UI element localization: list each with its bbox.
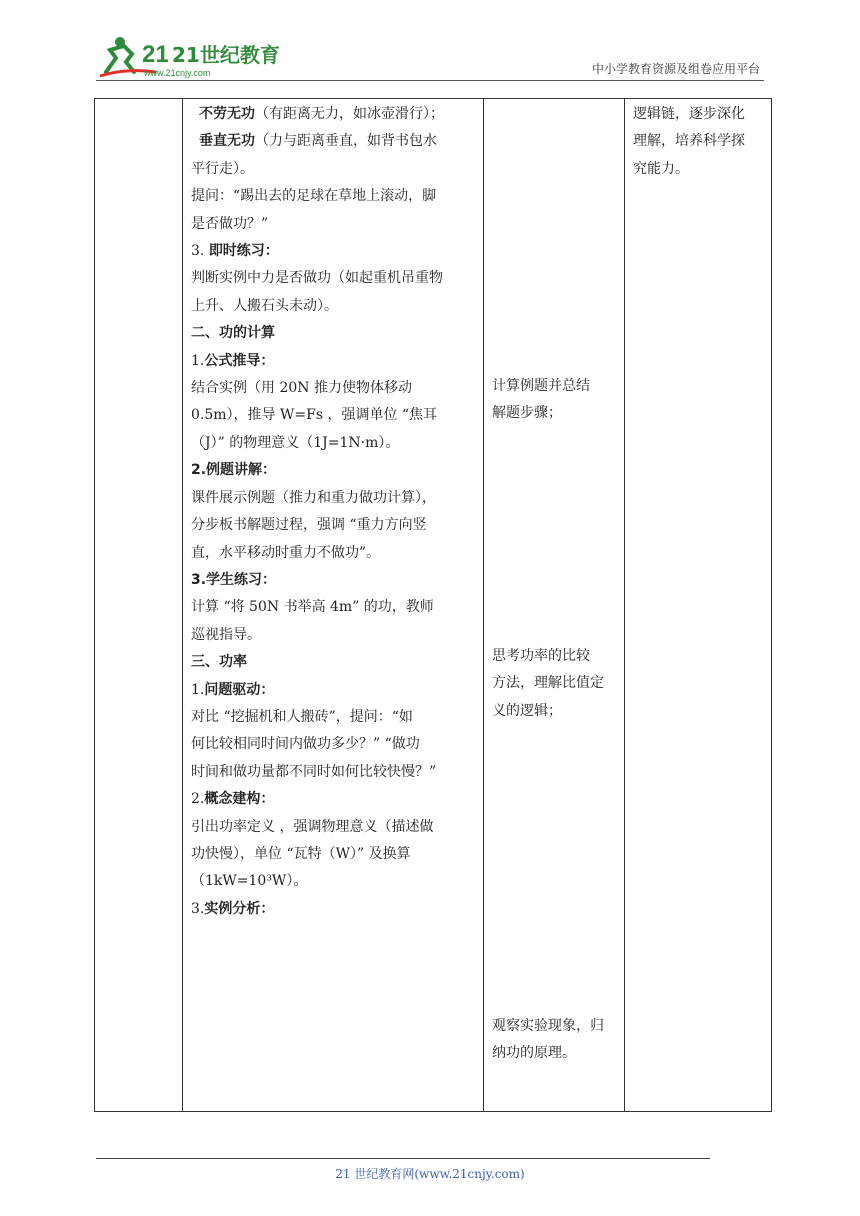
text-line: 1.问题驱动： [191, 681, 275, 698]
footer-site-link[interactable]: 21 世纪教育网(www.21cnjy.com) [335, 1167, 525, 1181]
text-line: 是否做功？” [191, 215, 269, 232]
text-line: 功快慢），单位 “瓦特（W）” 及换算 [191, 845, 411, 862]
text-line: 解题步骤； [492, 405, 562, 422]
text-line: 巡视指导。 [191, 626, 261, 643]
text-line: 3. 即时练习： [191, 243, 279, 260]
text-line: 究能力。 [633, 160, 689, 177]
student-activity-block [492, 373, 618, 428]
header-platform-text: 中小学教育资源及组卷应用平台 [591, 62, 760, 76]
svg-text:21: 21 [142, 41, 169, 68]
text-line: 义的逻辑； [492, 702, 562, 719]
text-line: （J）” 的物理意义（1J=1N·m）。 [191, 434, 400, 451]
student-activity-block [492, 643, 618, 725]
text-line: 计算 “将 50N 书举高 4m” 的功，教师 [191, 599, 434, 616]
text-line: 理解，培养科学探 [633, 133, 745, 150]
text-line: 上升、人搬石头未动）。 [191, 297, 338, 314]
table-cell-student-activity [484, 99, 625, 1112]
student-activity-block [492, 1013, 618, 1068]
subheading: 3.学生练习： [191, 571, 277, 588]
text-line: 1.公式推导： [191, 352, 275, 369]
table-cell-design-intent [625, 99, 772, 1112]
text-line: 逻辑链，逐步深化 [633, 106, 745, 122]
table-cell-teacher-activity [183, 99, 484, 1112]
footer-divider [96, 1158, 710, 1159]
subheading: 2.例题讲解： [191, 462, 277, 479]
text-line: 计算例题并总结 [492, 378, 590, 394]
text-line: 直，水平移动时重力不做功”。 [191, 544, 381, 561]
text-line: 分步板书解题过程，强调 “重力方向竖 [191, 517, 427, 534]
page-header [0, 0, 860, 90]
text-line: 垂直无功（力与距离垂直，如背书包水 [199, 133, 437, 150]
section-heading: 二、功的计算 [191, 325, 275, 342]
text-line: 判断实例中力是否做功（如起重机吊重物 [191, 270, 443, 287]
text-line: 时间和做功量都不同时如何比较快慢？” [191, 763, 437, 780]
text-line: 对比 “挖掘机和人搬砖”，提问：“如 [191, 708, 413, 725]
text-line: 引出功率定义 ，强调物理意义（描述做 [191, 818, 434, 835]
lesson-plan-table [94, 98, 772, 1112]
text-line: 观察实验现象，归 [492, 1018, 604, 1034]
text-line: 方法，理解比值定 [492, 675, 604, 692]
svg-text:21世纪教育: 21世纪教育 [172, 43, 280, 67]
site-logo [96, 32, 280, 80]
header-divider [96, 80, 764, 81]
text-line: 结合实例（用 20N 推力使物体移动 [191, 380, 412, 397]
svg-text:www.21cnjy.com: www.21cnjy.com [144, 68, 211, 78]
text-line: 思考功率的比较 [492, 648, 590, 664]
text-line: （1kW=10³W）。 [191, 873, 308, 890]
text-line: 2.概念建构： [191, 791, 275, 808]
text-line: 平行走）。 [191, 160, 254, 177]
text-line: 0.5m），推导 W=Fs ，强调单位 “焦耳 [191, 407, 438, 424]
text-line: 纳功的原理。 [492, 1045, 576, 1062]
text-line: 课件展示例题（推力和重力做功计算）， [191, 489, 436, 506]
text-line: 何比较相同时间内做功多少？” “做功 [191, 736, 420, 753]
table-cell-stage [95, 99, 183, 1112]
text-line: 提问：“踢出去的足球在草地上滚动，脚 [191, 188, 437, 205]
table-row [95, 99, 772, 1112]
text-line: 不劳无功（有距离无力，如冰壶滑行）； [199, 106, 444, 122]
text-line: 3.实例分析： [191, 900, 275, 917]
section-heading: 三、功率 [191, 654, 247, 671]
